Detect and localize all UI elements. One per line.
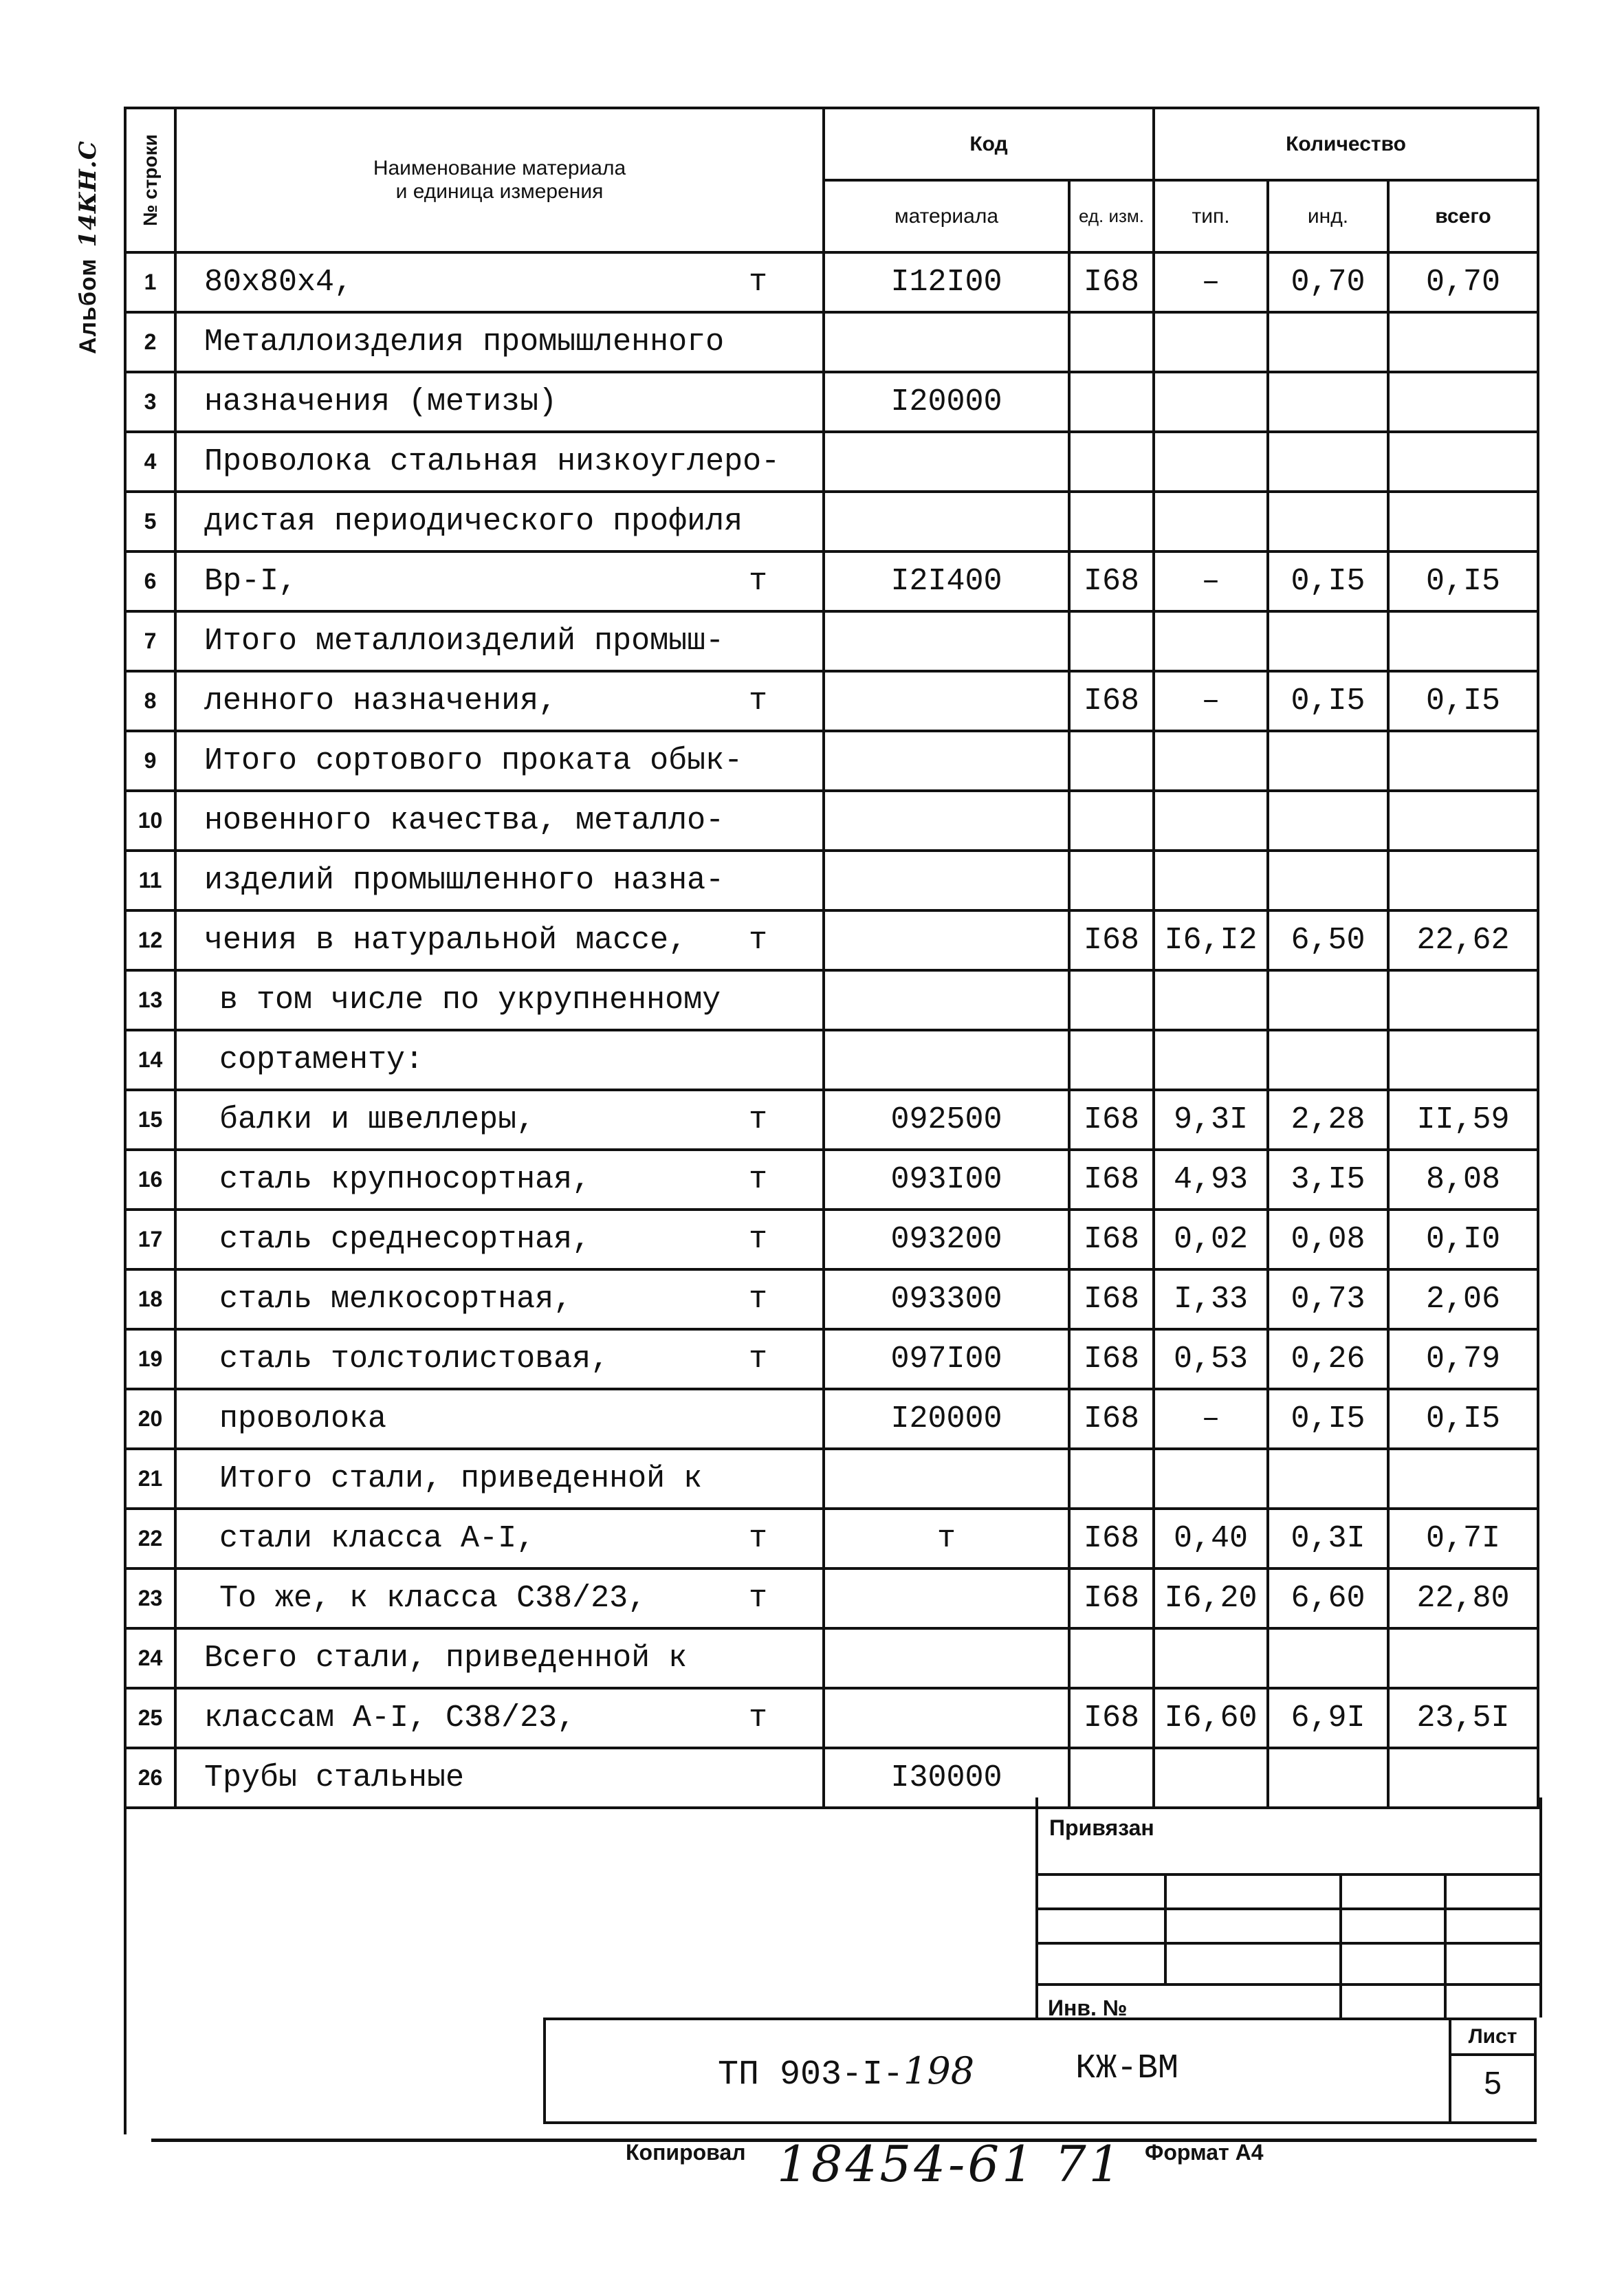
name-unit: т — [748, 1222, 767, 1257]
material-code: 092500 — [824, 1090, 1069, 1150]
material-code: т — [824, 1509, 1069, 1568]
qty-ind: 0,70 — [1268, 252, 1388, 312]
qty-total: 0,I5 — [1388, 671, 1538, 731]
row-number: 8 — [125, 671, 175, 731]
unit-code — [1069, 312, 1154, 372]
material-name: назначения (метизы) — [204, 384, 558, 419]
material-code: 093200 — [824, 1210, 1069, 1269]
material-name: сталь толстолистовая, — [219, 1342, 610, 1377]
sheet-label: Лист — [1451, 2020, 1534, 2056]
qty-ind: 3,I5 — [1268, 1150, 1388, 1210]
material-name: Итого сортового проката обык- — [204, 743, 743, 778]
inventory-number-label: Инв. № — [1048, 1996, 1128, 2020]
qty-total — [1388, 851, 1538, 910]
qty-typ: – — [1154, 671, 1268, 731]
material-name: проволока — [219, 1401, 387, 1436]
qty-typ: 0,40 — [1154, 1509, 1268, 1568]
qty-total: 0,I5 — [1388, 551, 1538, 611]
qty-typ — [1154, 791, 1268, 851]
qty-ind — [1268, 731, 1388, 791]
table-row — [125, 1389, 1538, 1449]
album-label — [74, 107, 109, 354]
qty-ind: 0,I5 — [1268, 1389, 1388, 1449]
name-unit: т — [748, 1701, 767, 1736]
material-name-cell — [175, 1269, 824, 1329]
row-number: 7 — [125, 611, 175, 671]
row-number: 25 — [125, 1688, 175, 1748]
table-row — [125, 1568, 1538, 1628]
unit-code — [1069, 492, 1154, 551]
table-row — [125, 492, 1538, 551]
qty-ind: 6,50 — [1268, 910, 1388, 970]
sheet-cell — [1449, 2020, 1534, 2121]
qty-ind — [1268, 851, 1388, 910]
material-code — [824, 611, 1069, 671]
name-unit: т — [748, 564, 767, 599]
qty-ind: 6,9I — [1268, 1688, 1388, 1748]
unit-code: I68 — [1069, 1269, 1154, 1329]
unit-code: I68 — [1069, 252, 1154, 312]
sheet-number: 5 — [1484, 2065, 1502, 2101]
table-row — [125, 671, 1538, 731]
table-row — [125, 910, 1538, 970]
qty-typ — [1154, 372, 1268, 432]
material-code — [824, 851, 1069, 910]
material-code: I12I00 — [824, 252, 1069, 312]
table-row — [125, 1150, 1538, 1210]
row-number: 12 — [125, 910, 175, 970]
table-row — [125, 432, 1538, 492]
row-number: 18 — [125, 1269, 175, 1329]
material-name: в том числе по укрупненному — [219, 983, 721, 1018]
material-name-cell — [175, 1210, 824, 1269]
unit-code — [1069, 372, 1154, 432]
table-row — [125, 1628, 1538, 1688]
qty-total — [1388, 1030, 1538, 1090]
row-number: 15 — [125, 1090, 175, 1150]
material-name-cell — [175, 611, 824, 671]
qty-ind — [1268, 611, 1388, 671]
row-number: 26 — [125, 1748, 175, 1808]
table-body — [125, 252, 1538, 1808]
name-unit: т — [748, 1342, 767, 1377]
qty-typ — [1154, 432, 1268, 492]
qty-typ: – — [1154, 252, 1268, 312]
code-group-header: Код — [824, 108, 1154, 180]
qty-total: 8,08 — [1388, 1150, 1538, 1210]
material-name-cell — [175, 1568, 824, 1628]
row-number: 21 — [125, 1449, 175, 1509]
material-name: Трубы стальные — [204, 1760, 465, 1795]
qty-typ: I6,20 — [1154, 1568, 1268, 1628]
qty-typ: I6,60 — [1154, 1688, 1268, 1748]
qty-total — [1388, 611, 1538, 671]
material-code: 093I00 — [824, 1150, 1069, 1210]
material-code — [824, 432, 1069, 492]
table-row — [125, 252, 1538, 312]
document-number: ТП 903-I-198 — [718, 2049, 975, 2095]
qty-ind — [1268, 970, 1388, 1030]
qty-total — [1388, 731, 1538, 791]
material-code: 093300 — [824, 1269, 1069, 1329]
qty-ind: 6,60 — [1268, 1568, 1388, 1628]
qty-ind: 0,3I — [1268, 1509, 1388, 1568]
attached-label: Привязан — [1049, 1815, 1154, 1840]
unit-code: I68 — [1069, 1389, 1154, 1449]
table-row — [125, 1210, 1538, 1269]
qty-ind: 0,08 — [1268, 1210, 1388, 1269]
material-code: I20000 — [824, 1389, 1069, 1449]
material-code — [824, 910, 1069, 970]
qty-typ: 4,93 — [1154, 1150, 1268, 1210]
qty-total: 0,7I — [1388, 1509, 1538, 1568]
unit-code — [1069, 791, 1154, 851]
table-row — [125, 372, 1538, 432]
material-code: I30000 — [824, 1748, 1069, 1808]
qty-typ — [1154, 731, 1268, 791]
row-number: 3 — [125, 372, 175, 432]
material-code — [824, 791, 1069, 851]
name-unit: т — [748, 1521, 767, 1556]
material-code — [824, 671, 1069, 731]
qty-typ — [1154, 312, 1268, 372]
table-row — [125, 1449, 1538, 1509]
qty-typ — [1154, 851, 1268, 910]
stamp-line — [1038, 1942, 1539, 1945]
qty-ind — [1268, 1030, 1388, 1090]
name-header: Наименование материала и единица измерения — [175, 108, 824, 252]
material-name: сталь среднесортная, — [219, 1222, 591, 1257]
row-number: 17 — [125, 1210, 175, 1269]
qty-typ — [1154, 1628, 1268, 1688]
material-name-cell — [175, 372, 824, 432]
row-number: 1 — [125, 252, 175, 312]
album-handwritten: 14КН.С — [74, 140, 102, 248]
stamp-divider — [1164, 1873, 1167, 1983]
material-name: Вр-I, — [204, 564, 298, 599]
qty-total — [1388, 432, 1538, 492]
copied-by-handwritten: 18454-61 71 — [777, 2135, 1123, 2193]
material-code — [824, 1449, 1069, 1509]
material-name: новенного качества, металло- — [204, 803, 725, 838]
row-number: 11 — [125, 851, 175, 910]
qty-total: 22,80 — [1388, 1568, 1538, 1628]
document-number-handwritten: 198 — [903, 2049, 975, 2092]
material-code — [824, 731, 1069, 791]
material-name: Металлоизделия промышленного — [204, 325, 725, 360]
material-name: изделий промышленного назна- — [204, 863, 725, 898]
material-name: балки и швеллеры, — [219, 1102, 536, 1137]
material-name: То же, к класса С38/23, — [219, 1581, 647, 1616]
material-name: классам А-I, С38/23, — [204, 1701, 576, 1736]
qty-total: 23,5I — [1388, 1688, 1538, 1748]
qty-typ: I,33 — [1154, 1269, 1268, 1329]
material-name: Итого металлоизделий промыш- — [204, 624, 725, 659]
material-code-header: материала — [824, 180, 1069, 252]
unit-code: I68 — [1069, 551, 1154, 611]
unit-code — [1069, 1628, 1154, 1688]
material-name-cell — [175, 1688, 824, 1748]
unit-code — [1069, 1030, 1154, 1090]
unit-header: ед. изм. — [1069, 180, 1154, 252]
qty-total: 22,62 — [1388, 910, 1538, 970]
unit-code — [1069, 970, 1154, 1030]
unit-code: I68 — [1069, 1090, 1154, 1150]
stamp-divider — [1444, 1873, 1447, 2018]
material-name: ленного назначения, — [204, 684, 558, 719]
row-number-header: № строки — [125, 108, 175, 252]
qty-typ — [1154, 1449, 1268, 1509]
qty-ind — [1268, 312, 1388, 372]
material-code — [824, 312, 1069, 372]
material-name-cell — [175, 970, 824, 1030]
qty-total — [1388, 970, 1538, 1030]
material-code: I20000 — [824, 372, 1069, 432]
table-row — [125, 1509, 1538, 1568]
qty-typ: 9,3I — [1154, 1090, 1268, 1150]
qty-total — [1388, 791, 1538, 851]
name-unit: т — [748, 1102, 767, 1137]
qty-total — [1388, 1628, 1538, 1688]
material-name-cell — [175, 252, 824, 312]
row-number: 23 — [125, 1568, 175, 1628]
material-name-cell — [175, 312, 824, 372]
qty-total: II,59 — [1388, 1090, 1538, 1150]
qty-total — [1388, 492, 1538, 551]
qty-total — [1388, 372, 1538, 432]
table-row — [125, 1030, 1538, 1090]
qty-total: 0,I5 — [1388, 1389, 1538, 1449]
qty-typ: 0,02 — [1154, 1210, 1268, 1269]
material-code — [824, 1628, 1069, 1688]
name-unit: т — [748, 1581, 767, 1616]
stamp-line — [1038, 1873, 1539, 1876]
paper-format: Формат А4 — [1145, 2140, 1264, 2165]
typ-header: тип. — [1154, 180, 1268, 252]
material-name-cell — [175, 1389, 824, 1449]
material-name: 80х80х4, — [204, 265, 353, 300]
unit-code: I68 — [1069, 1688, 1154, 1748]
material-name: Проволока стальная низкоуглеро- — [204, 444, 780, 479]
table-row — [125, 611, 1538, 671]
table-row — [125, 970, 1538, 1030]
material-name-cell — [175, 432, 824, 492]
row-number: 19 — [125, 1329, 175, 1389]
material-code — [824, 492, 1069, 551]
qty-ind: 0,I5 — [1268, 551, 1388, 611]
unit-code — [1069, 731, 1154, 791]
row-number: 6 — [125, 551, 175, 611]
row-number: 2 — [125, 312, 175, 372]
name-unit: т — [748, 1282, 767, 1317]
qty-ind — [1268, 492, 1388, 551]
document-mark: КЖ-ВМ — [1075, 2049, 1179, 2088]
row-number: 14 — [125, 1030, 175, 1090]
material-name-cell — [175, 1449, 824, 1509]
table-row — [125, 731, 1538, 791]
table-row — [125, 551, 1538, 611]
material-code — [824, 1030, 1069, 1090]
material-name-cell — [175, 492, 824, 551]
row-number: 22 — [125, 1509, 175, 1568]
name-unit: т — [748, 923, 767, 958]
ind-header: инд. — [1268, 180, 1388, 252]
material-name-cell — [175, 1030, 824, 1090]
quantity-group-header: Количество — [1154, 108, 1538, 180]
qty-ind: 0,26 — [1268, 1329, 1388, 1389]
row-number: 4 — [125, 432, 175, 492]
qty-ind: 0,I5 — [1268, 671, 1388, 731]
material-name-cell — [175, 551, 824, 611]
qty-total: 0,70 — [1388, 252, 1538, 312]
unit-code: I68 — [1069, 1568, 1154, 1628]
unit-code: I68 — [1069, 910, 1154, 970]
stamp-divider — [1339, 1873, 1342, 2018]
qty-ind — [1268, 432, 1388, 492]
row-number: 24 — [125, 1628, 175, 1688]
qty-typ: – — [1154, 551, 1268, 611]
material-name-cell — [175, 791, 824, 851]
attachment-stamp — [1035, 1797, 1542, 2018]
qty-typ: – — [1154, 1389, 1268, 1449]
material-code — [824, 1688, 1069, 1748]
qty-total — [1388, 312, 1538, 372]
material-name-cell — [175, 671, 824, 731]
title-block — [543, 2018, 1537, 2124]
name-unit: т — [748, 684, 767, 719]
row-number: 9 — [125, 731, 175, 791]
unit-code: I68 — [1069, 671, 1154, 731]
material-code — [824, 1568, 1069, 1628]
material-name: чения в натуральной массе, — [204, 923, 688, 958]
unit-code: I68 — [1069, 1150, 1154, 1210]
qty-typ — [1154, 611, 1268, 671]
qty-typ — [1154, 970, 1268, 1030]
row-number: 10 — [125, 791, 175, 851]
unit-code: I68 — [1069, 1509, 1154, 1568]
table-row — [125, 1329, 1538, 1389]
row-number: 13 — [125, 970, 175, 1030]
material-name-cell — [175, 1628, 824, 1688]
unit-code — [1069, 432, 1154, 492]
total-header: всего — [1388, 180, 1538, 252]
qty-total: 0,I0 — [1388, 1210, 1538, 1269]
qty-total: 2,06 — [1388, 1269, 1538, 1329]
material-name: Всего стали, приведенной к — [204, 1641, 688, 1676]
material-name: Итого стали, приведенной к — [219, 1461, 703, 1496]
unit-code — [1069, 851, 1154, 910]
material-name-cell — [175, 851, 824, 910]
material-name: сталь мелкосортная, — [219, 1282, 573, 1317]
unit-code: I68 — [1069, 1210, 1154, 1269]
qty-ind — [1268, 372, 1388, 432]
qty-ind — [1268, 1449, 1388, 1509]
qty-typ — [1154, 1030, 1268, 1090]
qty-ind — [1268, 1628, 1388, 1688]
qty-typ: 0,53 — [1154, 1329, 1268, 1389]
copied-by-label: Копировал — [626, 2140, 746, 2165]
qty-ind: 0,73 — [1268, 1269, 1388, 1329]
table-row — [125, 312, 1538, 372]
name-unit: т — [748, 265, 767, 300]
material-name-cell — [175, 1150, 824, 1210]
qty-typ: I6,I2 — [1154, 910, 1268, 970]
material-code: I2I400 — [824, 551, 1069, 611]
materials-table — [124, 107, 1539, 1809]
stamp-line — [1038, 1983, 1539, 1986]
unit-code — [1069, 611, 1154, 671]
table-row — [125, 1688, 1538, 1748]
table-row — [125, 1090, 1538, 1150]
qty-ind — [1268, 791, 1388, 851]
row-number: 16 — [125, 1150, 175, 1210]
table-row — [125, 791, 1538, 851]
qty-total: 0,79 — [1388, 1329, 1538, 1389]
qty-typ — [1154, 492, 1268, 551]
material-name-cell — [175, 1509, 824, 1568]
stamp-line — [1038, 1907, 1539, 1910]
material-name-cell — [175, 1090, 824, 1150]
album-text: Альбом — [75, 258, 101, 354]
material-name-cell — [175, 1329, 824, 1389]
material-code: 097I00 — [824, 1329, 1069, 1389]
qty-total — [1388, 1449, 1538, 1509]
name-unit: т — [748, 1162, 767, 1197]
table-row — [125, 1269, 1538, 1329]
material-name-cell — [175, 910, 824, 970]
row-number: 5 — [125, 492, 175, 551]
material-name: стали класса А-I, — [219, 1521, 536, 1556]
unit-code — [1069, 1449, 1154, 1509]
table-row — [125, 851, 1538, 910]
row-number: 20 — [125, 1389, 175, 1449]
material-code — [824, 970, 1069, 1030]
material-name: сталь крупносортная, — [219, 1162, 591, 1197]
material-name: сортаменту: — [219, 1042, 424, 1078]
material-name-cell — [175, 731, 824, 791]
unit-code: I68 — [1069, 1329, 1154, 1389]
material-name: дистая периодического профиля — [204, 504, 743, 539]
qty-ind: 2,28 — [1268, 1090, 1388, 1150]
